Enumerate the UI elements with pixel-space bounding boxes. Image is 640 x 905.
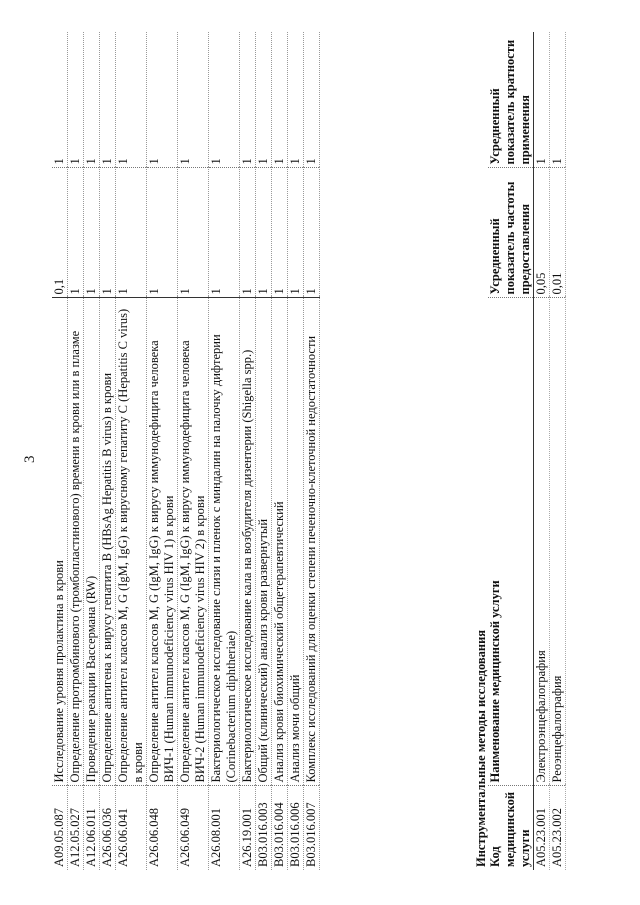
multiplicity-value: 1 bbox=[84, 32, 100, 168]
service-name: Бактериологическое исследование слизи и пленок с миндалин на палочку дифтерии (Corinebacterium diphtheriae) bbox=[209, 298, 240, 786]
frequency-value: 1 bbox=[147, 168, 178, 298]
multiplicity-value: 1 bbox=[256, 32, 272, 168]
page-number: 3 bbox=[22, 455, 38, 463]
table-row bbox=[272, 32, 288, 870]
table-row bbox=[116, 32, 147, 870]
frequency-value: 1 bbox=[68, 168, 84, 298]
service-code: A09.05.087 bbox=[52, 786, 68, 870]
service-code: A05.23.002 bbox=[550, 786, 566, 870]
service-name: Исследование уровня пролактина в крови bbox=[52, 298, 68, 786]
column-header-frequency: Усредненный показатель частоты предоставления bbox=[488, 168, 534, 298]
multiplicity-value: 1 bbox=[240, 32, 256, 168]
column-header-multiplicity: Усредненный показатель кратности применения bbox=[488, 32, 534, 168]
frequency-value: 1 bbox=[178, 168, 209, 298]
frequency-value: 1 bbox=[116, 168, 147, 298]
frequency-value: 0,05 bbox=[534, 168, 550, 298]
multiplicity-value: 1 bbox=[550, 32, 566, 168]
frequency-value: 0,1 bbox=[52, 168, 68, 298]
multiplicity-value: 1 bbox=[304, 32, 320, 168]
table-row bbox=[240, 32, 256, 870]
table-row bbox=[100, 32, 116, 870]
service-name: Анализ крови биохимический общетерапевтический bbox=[272, 298, 288, 786]
service-code: A26.06.048 bbox=[147, 786, 178, 870]
service-name: Определение антигена к вирусу гепатита B (HBsAg Hepatitis B virus) в крови bbox=[100, 298, 116, 786]
service-name: Электроэнцефалография bbox=[534, 298, 550, 786]
table-row bbox=[147, 32, 178, 870]
frequency-value: 1 bbox=[272, 168, 288, 298]
service-code: B03.016.003 bbox=[256, 786, 272, 870]
lab-services-table bbox=[52, 32, 320, 870]
multiplicity-value: 1 bbox=[209, 32, 240, 168]
table-row bbox=[304, 32, 320, 870]
column-header-code: Код медицинской услуги bbox=[488, 786, 534, 870]
table-row bbox=[68, 32, 84, 870]
table-row bbox=[256, 32, 272, 870]
multiplicity-value: 1 bbox=[68, 32, 84, 168]
service-name: Определение антител классов M, G (IgM, IgG) к вирусу иммунодефицита человека ВИЧ-2 (Human immunodeficiency virus HIV 2) в крови bbox=[178, 298, 209, 786]
service-code: A26.06.049 bbox=[178, 786, 209, 870]
frequency-value: 1 bbox=[304, 168, 320, 298]
instrumental-heading: Инструментальные методы исследования bbox=[474, 629, 488, 867]
table-row bbox=[209, 32, 240, 870]
table-row bbox=[534, 32, 550, 870]
multiplicity-value: 1 bbox=[272, 32, 288, 168]
service-name: Определение антител классов M, G (IgM, IgG) к вирусному гепатиту C (Hepatitis C virus) в крови bbox=[116, 298, 147, 786]
frequency-value: 1 bbox=[288, 168, 304, 298]
service-code: B03.016.004 bbox=[272, 786, 288, 870]
table-header-row bbox=[488, 32, 534, 870]
service-code: A26.06.041 bbox=[116, 786, 147, 870]
frequency-value: 1 bbox=[100, 168, 116, 298]
service-name: Бактериологическое исследование кала на возбудителя дизентерии (Shigella spp.) bbox=[240, 298, 256, 786]
service-name: Комплекс исследований для оценки степени печеночно-клеточной недостаточности bbox=[304, 298, 320, 786]
frequency-value: 1 bbox=[256, 168, 272, 298]
frequency-value: 1 bbox=[209, 168, 240, 298]
multiplicity-value: 1 bbox=[147, 32, 178, 168]
service-name: Реоэнцефалография bbox=[550, 298, 566, 786]
multiplicity-value: 1 bbox=[288, 32, 304, 168]
service-code: A26.19.001 bbox=[240, 786, 256, 870]
multiplicity-value: 1 bbox=[100, 32, 116, 168]
service-code: A26.08.001 bbox=[209, 786, 240, 870]
service-code: A05.23.001 bbox=[534, 786, 550, 870]
column-header-name: Наименование медицинской услуги bbox=[488, 298, 534, 786]
multiplicity-value: 1 bbox=[116, 32, 147, 168]
service-code: A12.06.011 bbox=[84, 786, 100, 870]
service-name: Анализ мочи общий bbox=[288, 298, 304, 786]
table-row bbox=[52, 32, 68, 870]
multiplicity-value: 1 bbox=[52, 32, 68, 168]
service-name: Определение протромбинового (тромбопластинового) времени в крови или в плазме bbox=[68, 298, 84, 786]
service-name: Определение антител классов M, G (IgM, IgG) к вирусу иммунодефицита человека ВИЧ-1 (Human immunodeficiency virus HIV 1) в крови bbox=[147, 298, 178, 786]
instrumental-services-table bbox=[488, 32, 566, 870]
service-code: B03.016.007 bbox=[304, 786, 320, 870]
service-code: A26.06.036 bbox=[100, 786, 116, 870]
frequency-value: 1 bbox=[240, 168, 256, 298]
service-name: Проведение реакции Вассермана (RW) bbox=[84, 298, 100, 786]
frequency-value: 0,01 bbox=[550, 168, 566, 298]
multiplicity-value: 1 bbox=[178, 32, 209, 168]
table-row bbox=[178, 32, 209, 870]
service-code: A12.05.027 bbox=[68, 786, 84, 870]
frequency-value: 1 bbox=[84, 168, 100, 298]
table-row bbox=[288, 32, 304, 870]
service-code: B03.016.006 bbox=[288, 786, 304, 870]
multiplicity-value: 1 bbox=[534, 32, 550, 168]
service-name: Общий (клинический) анализ крови развернутый bbox=[256, 298, 272, 786]
table-row bbox=[84, 32, 100, 870]
table-row bbox=[550, 32, 566, 870]
